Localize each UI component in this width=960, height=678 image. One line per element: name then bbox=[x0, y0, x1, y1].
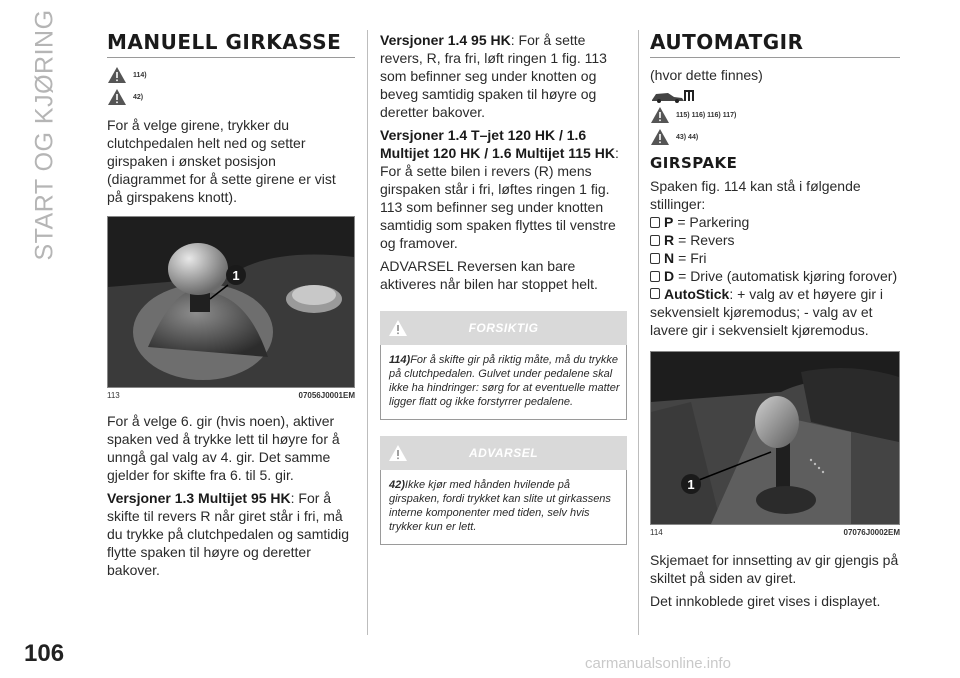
heading-automatic-gearbox: AUTOMATGIR bbox=[650, 30, 804, 54]
section-side-label bbox=[20, 9, 70, 261]
watermark: carmanualsonline.info bbox=[585, 655, 731, 672]
figure-number: 113 bbox=[107, 391, 120, 400]
heading-rule bbox=[650, 57, 900, 58]
figure-code: 07076J0002EM bbox=[843, 528, 900, 537]
warning-triangle-icon bbox=[650, 106, 670, 124]
warning-ref-row bbox=[650, 126, 900, 148]
column-divider bbox=[367, 30, 368, 635]
gear-desc: = Fri bbox=[678, 250, 707, 266]
figure-callout: 1 bbox=[687, 477, 695, 492]
warning-ref-row bbox=[107, 86, 355, 108]
checkbox-icon bbox=[650, 253, 660, 264]
automatic-lever-illustration bbox=[651, 352, 899, 524]
gear-key: D bbox=[664, 268, 675, 284]
column-reverse-and-warnings bbox=[380, 31, 627, 545]
warning-box-header bbox=[380, 436, 627, 470]
warning-triangle-icon bbox=[107, 88, 127, 106]
warning-ref: 42) bbox=[133, 93, 144, 101]
paragraph bbox=[380, 31, 627, 121]
gear-position-item bbox=[650, 213, 900, 231]
warning-box-body bbox=[380, 470, 627, 545]
heading-manual-gearbox: MANUELL GIRKASSE bbox=[107, 30, 342, 54]
caution-box-header bbox=[380, 311, 627, 345]
column-automatic-gearbox bbox=[650, 30, 900, 610]
availability-note: (hvor dette finnes) bbox=[650, 67, 763, 83]
checkbox-icon bbox=[650, 217, 660, 228]
gear-position-item bbox=[650, 249, 900, 267]
gear-position-item bbox=[650, 231, 900, 249]
checkbox-icon bbox=[650, 271, 660, 282]
warning-ref: 42) bbox=[389, 479, 405, 491]
heading-rule bbox=[107, 57, 355, 58]
paragraph bbox=[380, 126, 627, 252]
figure-callout: 1 bbox=[232, 268, 240, 283]
section-side-label-text: START OG KJØRING bbox=[30, 9, 59, 261]
column-divider bbox=[638, 30, 639, 635]
warning-triangle-icon bbox=[107, 66, 127, 84]
caution-ref: 114) bbox=[389, 354, 411, 366]
equipment-icon-row bbox=[650, 88, 900, 104]
subheading-gear-lever: GIRSPAKE bbox=[650, 154, 738, 172]
checkbox-icon bbox=[650, 235, 660, 246]
checkbox-icon bbox=[650, 288, 660, 299]
figure-caption bbox=[107, 391, 355, 400]
paragraph: ADVARSEL Reversen kan bare aktiveres når bilen har stoppet helt. bbox=[380, 258, 598, 292]
figure-number: 114 bbox=[650, 528, 663, 537]
car-equipment-icon bbox=[650, 88, 696, 104]
warning-triangle-icon bbox=[650, 128, 670, 146]
gear-key: P bbox=[664, 214, 674, 230]
paragraph-text: : For å skifte til revers R når giret står i fri, må du trykke på clutchpedalen og samtidig flytte spaken til høyre og deretter bakover. bbox=[107, 490, 350, 578]
column-manual-gearbox bbox=[107, 30, 355, 579]
caution-box-title: FORSIKTIG bbox=[468, 321, 539, 335]
gear-position-item bbox=[650, 267, 900, 285]
version-label: Versjoner 1.4 T–jet 120 HK / 1.6 Multijet 120 HK / 1.6 Multijet 115 HK bbox=[380, 127, 615, 161]
paragraph: Skjemaet for innsetting av gir gjengis på skiltet på siden av giret. bbox=[650, 552, 899, 586]
warning-box bbox=[380, 436, 627, 545]
paragraph-text: : For å sette revers, R, fra fri, løft ringen 1 fig. 113 som befinner seg under knotten og beveg samtidig spaken til høyre og deretter bakover. bbox=[380, 32, 607, 120]
figure-113-photo bbox=[107, 216, 355, 388]
warning-ref-row bbox=[107, 64, 355, 86]
version-label: Versjoner 1.4 95 HK bbox=[380, 32, 511, 48]
gear-shift-illustration bbox=[108, 217, 354, 387]
gear-desc: = Revers bbox=[678, 232, 735, 248]
paragraph bbox=[107, 489, 355, 579]
page-number: 106 bbox=[24, 640, 65, 667]
paragraph-text: : For å sette bilen i revers (R) mens girspaken står i fri, løftes ringen 1 fig. 113 som befinner seg under knotten samtidig som spaken flyttes til venstre og framover. bbox=[380, 145, 619, 251]
autostick-item bbox=[650, 285, 900, 339]
paragraph: For å velge 6. gir (hvis noen), aktiver spaken ved å trykke lett til høyre for å unngå gal valg av 4. gir. Det samme gjelder for skifte fra 6. til 5. gir. bbox=[107, 413, 340, 483]
warning-ref-row bbox=[650, 104, 900, 126]
paragraph: Det innkoblede giret vises i displayet. bbox=[650, 593, 881, 609]
caution-text: For å skifte gir på riktig måte, må du trykke på clutchpedalen. Gulvet under pedalene skal ikke ha hindringer: sørg for at eventuelle matter ligger flatt og ikke forstyrrer pedalene. bbox=[389, 354, 620, 408]
paragraph: For å velge girene, trykker du clutchpedalen helt ned og setter girspaken i ønsket posisjon (diagrammet for å sette girene er vist på girspakens knott). bbox=[107, 117, 336, 205]
warning-text: Ikke kjør med hånden hvilende på girspaken, fordi trykket kan slite ut girkassens interne komponenter med tiden, selv hvis trykker kun er lett. bbox=[389, 479, 611, 533]
gear-desc: = Drive (automatisk kjøring forover) bbox=[678, 268, 898, 284]
warning-ref: 115) 116) 116) 117) bbox=[676, 111, 737, 119]
paragraph: Spaken fig. 114 kan stå i følgende stillinger: bbox=[650, 178, 861, 212]
gear-key: N bbox=[664, 250, 675, 266]
gear-desc: = Parkering bbox=[677, 214, 750, 230]
gear-key: AutoStick bbox=[664, 286, 730, 302]
warning-ref: 43) 44) bbox=[676, 133, 699, 141]
version-label: Versjoner 1.3 Multijet 95 HK bbox=[107, 490, 291, 506]
caution-box-body bbox=[380, 345, 627, 420]
gear-positions-list bbox=[650, 213, 900, 339]
caution-box bbox=[380, 311, 627, 420]
warning-box-title: ADVARSEL bbox=[468, 446, 539, 460]
gear-key: R bbox=[664, 232, 675, 248]
figure-caption bbox=[650, 528, 900, 537]
warning-ref: 114) bbox=[133, 71, 147, 79]
figure-114-photo bbox=[650, 351, 900, 525]
gear-desc: : + valg av et høyere gir i sekvensielt kjøremodus; - valg av et lavere gir i sekvensielt kjøremodus. bbox=[650, 286, 884, 338]
figure-code: 07056J0001EM bbox=[298, 391, 355, 400]
